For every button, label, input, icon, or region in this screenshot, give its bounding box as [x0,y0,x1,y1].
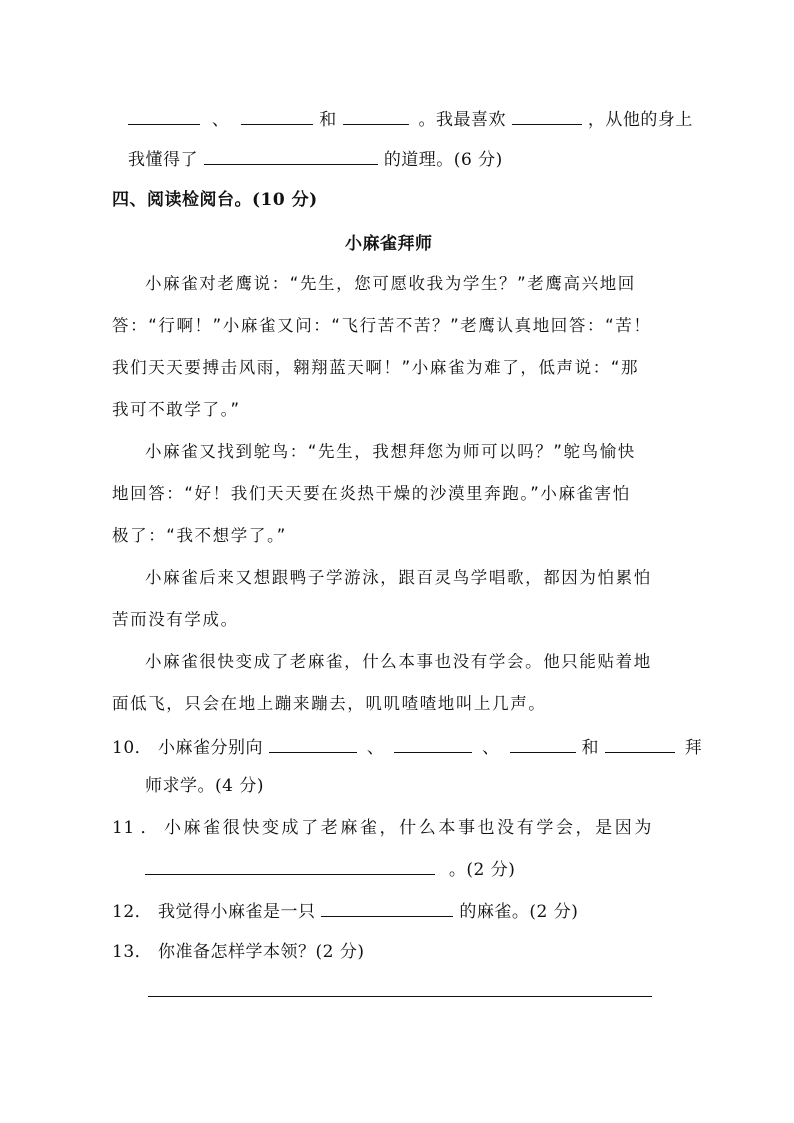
story-line: 苦而没有学成。 [112,610,239,629]
fill-in-line-1 [128,106,693,132]
question-number: 12． [112,902,153,922]
question-10-continued: 师求学。(4 分) [145,776,264,796]
section-heading: 四、阅读检阅台。(10 分) [112,190,318,210]
question-number: 10． [112,738,153,758]
answer-blank[interactable] [204,146,378,165]
question-11-answer-line [145,856,515,882]
separator: 、 [482,738,500,758]
story-line: 地回答：“好！我们天天要在炎热干燥的沙漠里奔跑。”小麻雀害怕 [112,484,631,503]
story-line: 小麻雀对老鹰说：“先生，您可愿收我为学生？”老鹰高兴地回 [145,274,636,293]
story-line: 小麻雀又找到鸵鸟：“先生，我想拜您为师可以吗？”鸵鸟愉快 [145,442,636,461]
separator: 和 [581,738,599,758]
question-10 [112,734,702,760]
answer-blank[interactable] [145,856,435,875]
question-number: 11 ． [112,818,159,838]
question-tail: 拜 [684,738,703,758]
question-12 [112,898,578,924]
answer-blank[interactable] [148,978,652,997]
answer-blank[interactable] [321,898,453,917]
text-segment: 。我最喜欢 [418,110,507,130]
answer-blank[interactable] [510,734,576,753]
story-line: 面低飞，只会在地上蹦来蹦去，叽叽喳喳地叫上几声。 [112,694,547,713]
answer-blank[interactable] [128,106,200,125]
answer-blank[interactable] [269,734,357,753]
story-title: 小麻雀拜师 [345,234,433,254]
question-11 [112,816,654,840]
question-text: 你准备怎样学本领？(2 分) [158,942,365,962]
story-line: 我可不敢学了。” [112,400,241,419]
question-text: 小麻雀分别向 [158,738,264,758]
question-number: 13． [112,942,153,962]
answer-blank[interactable] [512,106,582,125]
story-line: 小麻雀后来又想跟鸭子学游泳，跟百灵鸟学唱歌，都因为怕累怕 [145,568,652,587]
story-line: 我们天天要搏击风雨，翱翔蓝天啊！”小麻雀为难了，低声说：“那 [112,358,640,377]
question-13 [112,940,365,964]
text-segment: 我懂得了 [128,150,198,170]
text-segment: ，从他的身上 [587,110,693,130]
text-segment: 的道理。(6 分) [383,150,503,170]
story-line: 极了：“我不想学了。” [112,526,287,545]
question-text: 小麻雀很快变成了老麻雀，什么本事也没有学会，是因为 [163,818,654,838]
answer-blank[interactable] [605,734,675,753]
separator: 和 [319,110,337,130]
answer-blank[interactable] [343,106,409,125]
separator: 、 [211,110,230,130]
fill-in-line-2 [128,146,503,172]
story-line: 小麻雀很快变成了老麻雀，什么本事也没有学会。他只能贴着地 [145,652,652,671]
separator: 、 [366,738,385,758]
answer-blank[interactable] [394,734,472,753]
answer-blank[interactable] [241,106,313,125]
question-text: 我觉得小麻雀是一只 [158,902,316,922]
question-tail: 的麻雀。(2 分) [459,902,579,922]
story-line: 答：“行啊！”小麻雀又问：“飞行苦不苦？”老鹰认真地回答：“苦！ [112,316,652,335]
question-tail: 。(2 分) [448,860,516,880]
question-13-answer-line [148,978,652,1004]
